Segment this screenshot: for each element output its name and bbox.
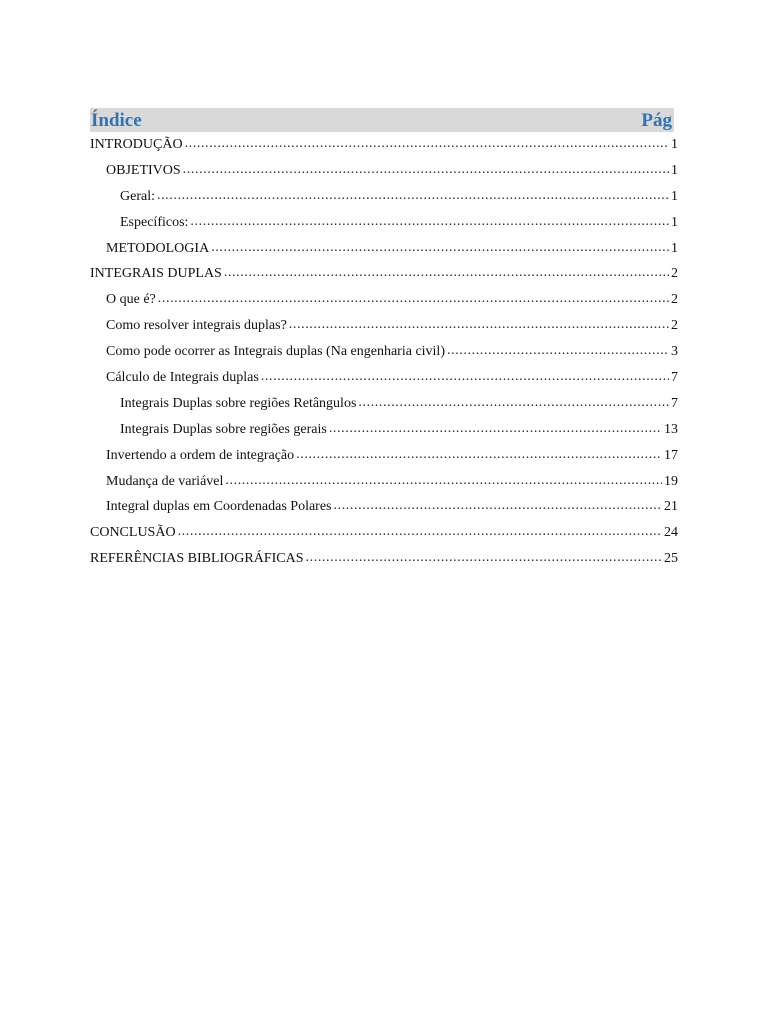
toc-entry-objetivos[interactable] bbox=[90, 158, 678, 184]
toc-entry-page: 21 bbox=[664, 499, 678, 515]
toc-entry-regioes-retangulos[interactable] bbox=[90, 391, 678, 417]
toc-entry-page: 7 bbox=[671, 395, 678, 411]
toc-leader-dots bbox=[225, 474, 662, 490]
toc-entry-title: Integral duplas em Coordenadas Polares bbox=[106, 499, 332, 515]
toc-entry-o-que-e[interactable] bbox=[90, 287, 678, 313]
toc-leader-dots bbox=[306, 551, 662, 567]
toc-entry-invertendo-ordem[interactable] bbox=[90, 443, 678, 469]
toc-entry-regioes-gerais[interactable] bbox=[90, 417, 678, 443]
toc-entry-title: Invertendo a ordem de integração bbox=[106, 447, 295, 463]
toc-entry-page: 24 bbox=[664, 525, 678, 541]
toc-entry-page: 2 bbox=[671, 266, 678, 282]
toc-entry-title: Integrais Duplas sobre regiões Retângulos bbox=[120, 395, 357, 411]
toc-entry-title: Como resolver integrais duplas? bbox=[106, 318, 287, 334]
toc-leader-dots bbox=[261, 370, 669, 386]
toc-entry-referencias[interactable] bbox=[90, 546, 678, 572]
toc-entry-page: 17 bbox=[664, 447, 678, 463]
toc-entry-page: 1 bbox=[671, 214, 678, 230]
toc-entry-page: 1 bbox=[671, 188, 678, 204]
toc-list bbox=[90, 132, 678, 572]
toc-entry-title: Cálculo de Integrais duplas bbox=[106, 369, 259, 385]
toc-entry-especificos[interactable] bbox=[90, 210, 678, 236]
toc-entry-title: OBJETIVOS bbox=[106, 162, 181, 178]
toc-entry-calculo[interactable] bbox=[90, 365, 678, 391]
toc-leader-dots bbox=[185, 137, 669, 153]
toc-entry-title: Integrais Duplas sobre regiões gerais bbox=[120, 421, 327, 437]
toc-entry-page: 1 bbox=[671, 162, 678, 178]
toc-entry-page: 1 bbox=[671, 240, 678, 256]
toc-leader-dots bbox=[158, 292, 669, 308]
toc-leader-dots bbox=[190, 215, 669, 231]
toc-entry-title: Como pode ocorrer as Integrais duplas (Na engenharia civil) bbox=[106, 344, 445, 360]
toc-entry-title: REFERÊNCIAS BIBLIOGRÁFICAS bbox=[90, 551, 304, 567]
toc-page-heading: Pág bbox=[641, 110, 672, 131]
toc-entry-page: 13 bbox=[664, 421, 678, 437]
toc-heading: Índice bbox=[91, 110, 142, 131]
toc-entry-coordenadas-polares[interactable] bbox=[90, 494, 678, 520]
toc-entry-geral[interactable] bbox=[90, 184, 678, 210]
toc-entry-title: Mudança de variável bbox=[106, 473, 224, 489]
toc-leader-dots bbox=[157, 189, 669, 205]
toc-leader-dots bbox=[358, 396, 669, 412]
toc-entry-page: 3 bbox=[671, 344, 678, 360]
toc-heading-band bbox=[90, 108, 674, 132]
toc-entry-page: 2 bbox=[671, 292, 678, 308]
toc-entry-como-pode-ocorrer[interactable] bbox=[90, 339, 678, 365]
toc-entry-page: 19 bbox=[664, 473, 678, 489]
toc-entry-title: INTRODUÇÃO bbox=[90, 136, 183, 152]
toc-leader-dots bbox=[334, 499, 663, 515]
toc-entry-metodologia[interactable] bbox=[90, 236, 678, 262]
toc-entry-introducao[interactable] bbox=[90, 132, 678, 158]
toc-entry-title: Geral: bbox=[120, 188, 155, 204]
toc-entry-conclusao[interactable] bbox=[90, 520, 678, 546]
toc-leader-dots bbox=[289, 318, 669, 334]
toc-leader-dots bbox=[296, 448, 662, 464]
toc-entry-title: Específicos: bbox=[120, 214, 189, 230]
toc-leader-dots bbox=[447, 344, 669, 360]
toc-entry-title: CONCLUSÃO bbox=[90, 525, 176, 541]
toc-leader-dots bbox=[183, 163, 669, 179]
toc-entry-page: 25 bbox=[664, 551, 678, 567]
toc-entry-mudanca-variavel[interactable] bbox=[90, 469, 678, 495]
toc-leader-dots bbox=[329, 422, 662, 438]
toc-leader-dots bbox=[224, 266, 669, 282]
toc-entry-page: 1 bbox=[671, 136, 678, 152]
toc-entry-title: INTEGRAIS DUPLAS bbox=[90, 266, 222, 282]
toc-entry-page: 7 bbox=[671, 369, 678, 385]
toc-leader-dots bbox=[211, 241, 669, 257]
toc-entry-como-resolver[interactable] bbox=[90, 313, 678, 339]
toc-leader-dots bbox=[178, 525, 662, 541]
toc-entry-title: METODOLOGIA bbox=[106, 240, 210, 256]
toc-entry-title: O que é? bbox=[106, 292, 156, 308]
toc-entry-integrais-duplas[interactable] bbox=[90, 261, 678, 287]
toc-entry-page: 2 bbox=[671, 318, 678, 334]
